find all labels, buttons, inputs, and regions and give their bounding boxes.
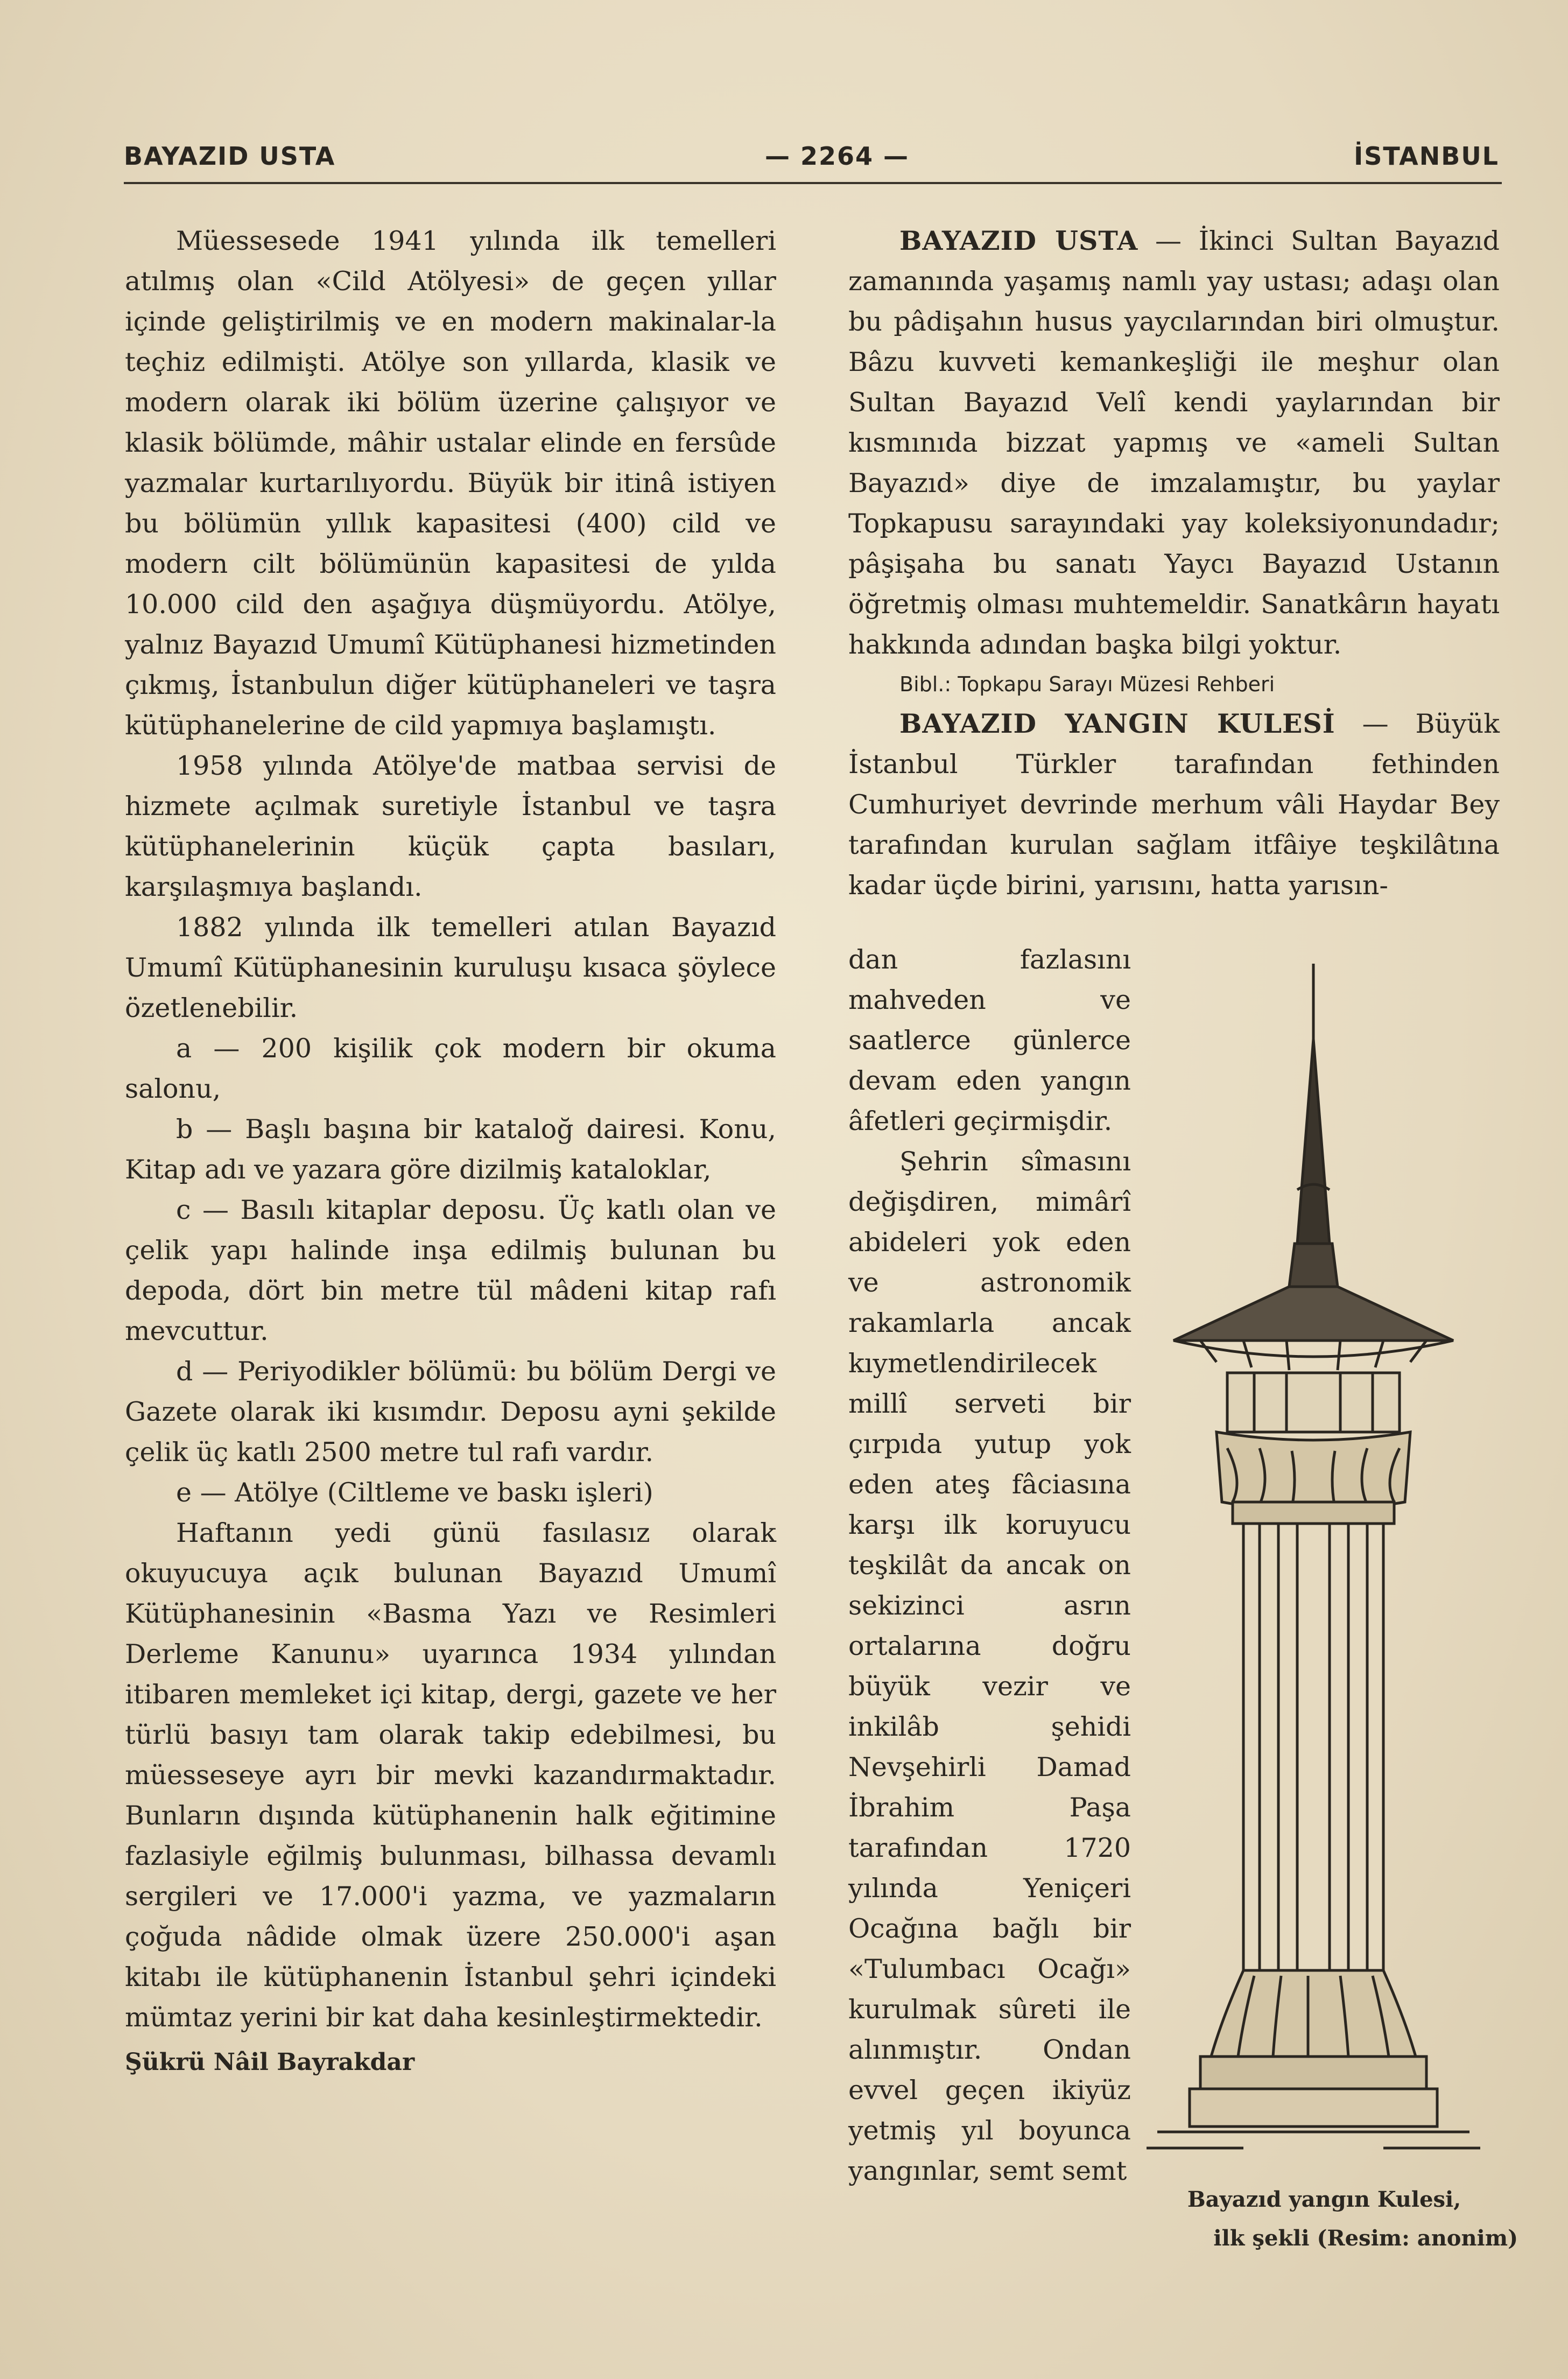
figure-caption [1141,2180,1518,2251]
list-item-e: e — Atölye (Ciltleme ve baskı işleri) [176,1477,653,1508]
header-city: İSTANBUL [1354,142,1499,171]
fire-tower-illustration [1136,964,1491,2186]
list-item-c: c — Basılı kitaplar deposu. Üç katlı olan ve çelik yapı halinde inşa edilmiş bulunan bu depoda, dört bin metre tül mâdeni kitap rafı mevcuttur. [125,1195,776,1346]
paragraph: Şehrin sîmasını değişdiren, mimârî abideleri yok eden ve astronomik rakamlarla ancak kıymetlendirilecek millî serveti bir çırpıda yutup yok eden ateş fâciasına karşı ilk koruyucu teşkilât da ancak on sekizinci asrın ortalarına doğru büyük vezir ve inkilâb şehidi Nevşehirli Damad İbrahim Paşa tarafından 1720 yılında Yeniçeri Ocağına bağlı bir «Tulumbacı Ocağı» kurulmak sûreti ile alınmıştır. Ondan evvel geçen ikiyüz yetmiş yıl boyunca yangınlar, semt semt [848,1146,1131,2186]
paragraph: 1958 yılında Atölye'de matbaa servisi de hizmete açılmak suretiyle İstanbul ve taşra kütüphanelerinin küçük çapta basıları, karşılaşmıya başlandı. [125,750,776,902]
right-column [848,221,1500,906]
caption-line: ilk şekli (Resim: anonim) [1213,2226,1518,2251]
entry-heading: BAYAZID USTA [899,225,1138,256]
caption-line: Bayazıd yangın Kulesi, [1187,2187,1461,2212]
entry-text: — Büyük İstanbul Türkler tarafından fethinden Cumhuriyet devrinde merhum vâli Haydar Bey tarafından kurulan sağlam itfâiye teşkilâtına kadar üçde birini, yarısını, hatta yarısın- [848,708,1500,901]
entry-heading: BAYAZID YANGIN KULESİ [899,708,1335,739]
entry-text: — İkinci Sultan Bayazıd zamanında yaşamış namlı yay ustası; adaşı olan bu pâdişahın husus yaycılarından biri olmuştur. Bâzu kuvveti kemankeşliği ile meşhur olan Sultan Bayazıd Velî kendi yaylarından bir kısmınıda bizzat yapmış ve «ameli Sultan Bayazıd» diye de imzalamıştır, bu yaylar Topkapusu sarayındaki yay koleksiyonundadır; pâşişaha bu sanatı Yaycı Bayazıd Ustanın öğretmiş olması muhtemeldir. Sanatkârın hayatı hakkında adından başka bilgi yoktur. [848,226,1500,660]
paragraph: 1882 yılında ilk temelleri atılan Bayazıd Umumî Kütüphanesinin kuruluşu kısaca şöylece özetlenebilir. [125,912,776,1023]
paragraph: Müessesede 1941 yılında ilk temelleri atılmış olan «Cild Atölyesi» de geçen yıllar içinde geliştirilmiş ve en modern makinalar-la teçhiz edilmişti. Atölye son yıllarda, klasik ve modern olarak iki bölüm üzerine çalışıyor ve klasik bölümde, mâhir ustalar elinde en fersûde yazmalar kurtarılıyordu. Büyük bir itinâ istiyen bu bölümün yıllık kapasitesi (400) cild ve modern cilt bölümünün kapasitesi de yılda 10.000 cild den aşağıya düşmüyordu. Atölye, yalnız Bayazıd Umumî Kütüphanesi hizmetinden çıkmış, İstanbulun diğer kütüphaneleri ve taşra kütüphanelerine de cild yapmıya başlamıştı. [125,226,776,741]
left-column [125,221,776,2082]
author-signature: Şükrü Nâil Bayrakdar [125,2048,415,2076]
header-rule [124,182,1502,184]
page-number: — 2264 — [764,142,910,171]
bibliography: Bibl.: Topkapu Sarayı Müzesi Rehberi [899,672,1275,696]
header-entry-title: BAYAZID USTA [124,142,336,171]
list-item-d: d — Periyodikler bölümü: bu bölüm Dergi ve Gazete olarak iki kısımdır. Deposu ayni şekilde çelik üç katlı 2500 metre tul rafı vardır. [125,1356,776,1468]
list-item-a: a — 200 kişilik çok modern bir okuma salonu, [125,1033,776,1104]
paragraph: Haftanın yedi günü fasılasız olarak okuyucuya açık bulunan Bayazıd Umumî Kütüphanesinin «Basma Yazı ve Resimleri Derleme Kanunu» uyarınca 1934 yılından itibaren memleket içi kitap, dergi, gazete ve her türlü basıyı tam olarak takip edebilmesi, bu müesseseye ayrı bir mevki kazandırmaktadır. Bunların dışında kütüphanenin halk eğitimine fazlasiyle eğilmiş bulunması, bilhassa devamlı sergileri ve 17.000'i yazma, ve yazmaların çoğuda nâdide olmak üzere 250.000'i aşan kitabı ile kütüphanenin İstanbul şehri içindeki mümtaz yerini bir kat daha kesinleştirmektedir. [125,1518,776,2033]
narrow-text-column [848,939,1131,2191]
page-header [124,137,1499,175]
paragraph: dan fazlasını mahveden ve saatlerce günlerce devam eden yangın âfetleri geçirmişdir. [848,944,1131,1136]
list-item-b: b — Başlı başına bir kataloğ dairesi. Konu, Kitap adı ve yazara göre dizilmiş kataloklar, [125,1114,776,1185]
fire-tower-icon [1136,964,1491,2186]
